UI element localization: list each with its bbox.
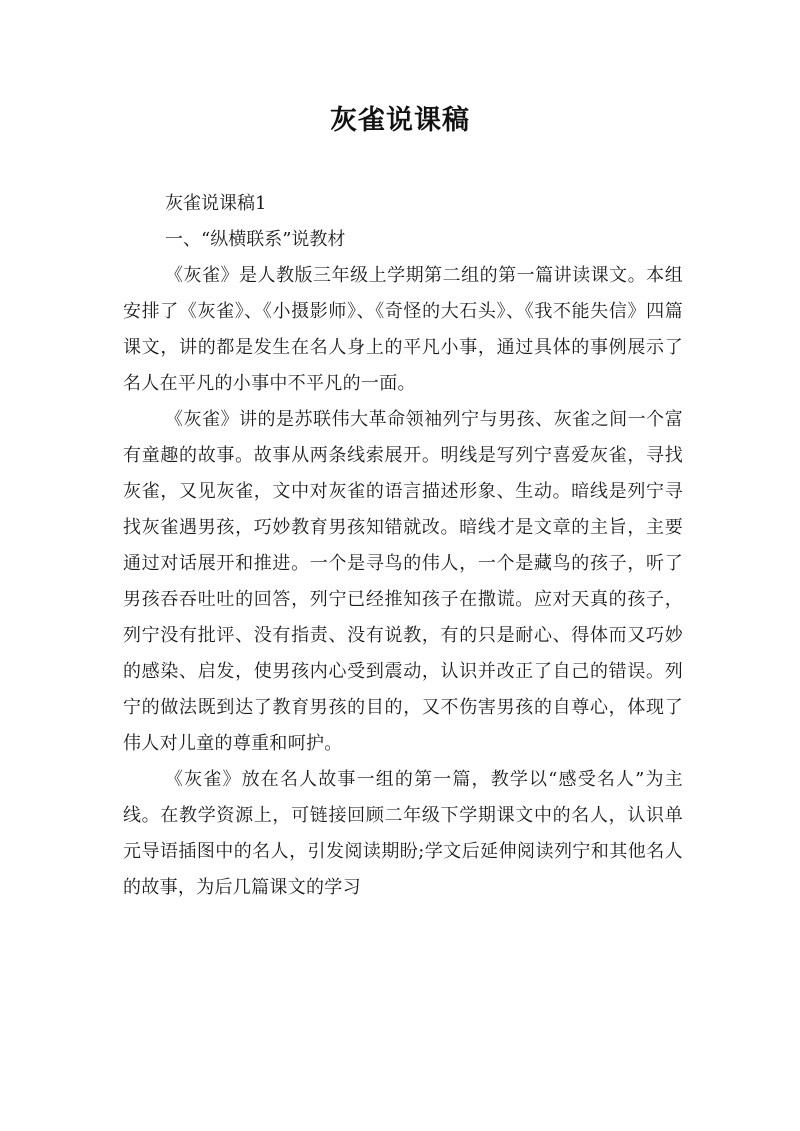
paragraph-2: 《灰雀》讲的是苏联伟大革命领袖列宁与男孩、灰雀之间一个富有童趣的故事。故事从两条线索展开。明线是写列宁喜爱灰雀，寻找灰雀，又见灰雀，文中对灰雀的语言描述形象、生动。暗线是列宁寻找灰雀遇男孩，巧妙教育男孩知错就改。暗线才是文章的主旨，主要通过对话展开和推进。一个是寻鸟的伟人，一个是藏鸟的孩子，听了男孩吞吞吐吐的回答，列宁已经推知孩子在撒谎。应对天真的孩子，列宁没有批评、没有指责、没有说教，有的只是耐心、得体而又巧妙的感染、启发，使男孩内心受到震动，认识并改正了自己的错误。列宁的做法既到达了教育男孩的目的，又不伤害男孩的自尊心，体现了伟人对儿童的尊重和呵护。 (123, 409, 683, 754)
paragraph-1: 《灰雀》是人教版三年级上学期第二组的第一篇讲读课文。本组安排了《灰雀》、《小摄影师》、《奇怪的大石头》、《我不能失信》四篇课文，讲的都是发生在名人身上的平凡小事，通过具体的事例展示了名人在平凡的小事中不平凡的一面。 (123, 265, 683, 394)
document-body (123, 186, 683, 906)
document-title: 灰雀说课稿 (330, 105, 470, 136)
section-title: 灰雀说课稿1 (165, 193, 267, 214)
subheading: 一、“纵横联系”说教材 (165, 229, 346, 250)
paragraph-3: 《灰雀》放在名人故事一组的第一篇，教学以“感受名人”为主线。在教学资源上，可链接回顾二年级下学期课文中的名人，认识单元导语插图中的名人，引发阅读期盼;学文后延伸阅读列宁和其他名人的故事，为后几篇课文的学习 (123, 769, 683, 898)
